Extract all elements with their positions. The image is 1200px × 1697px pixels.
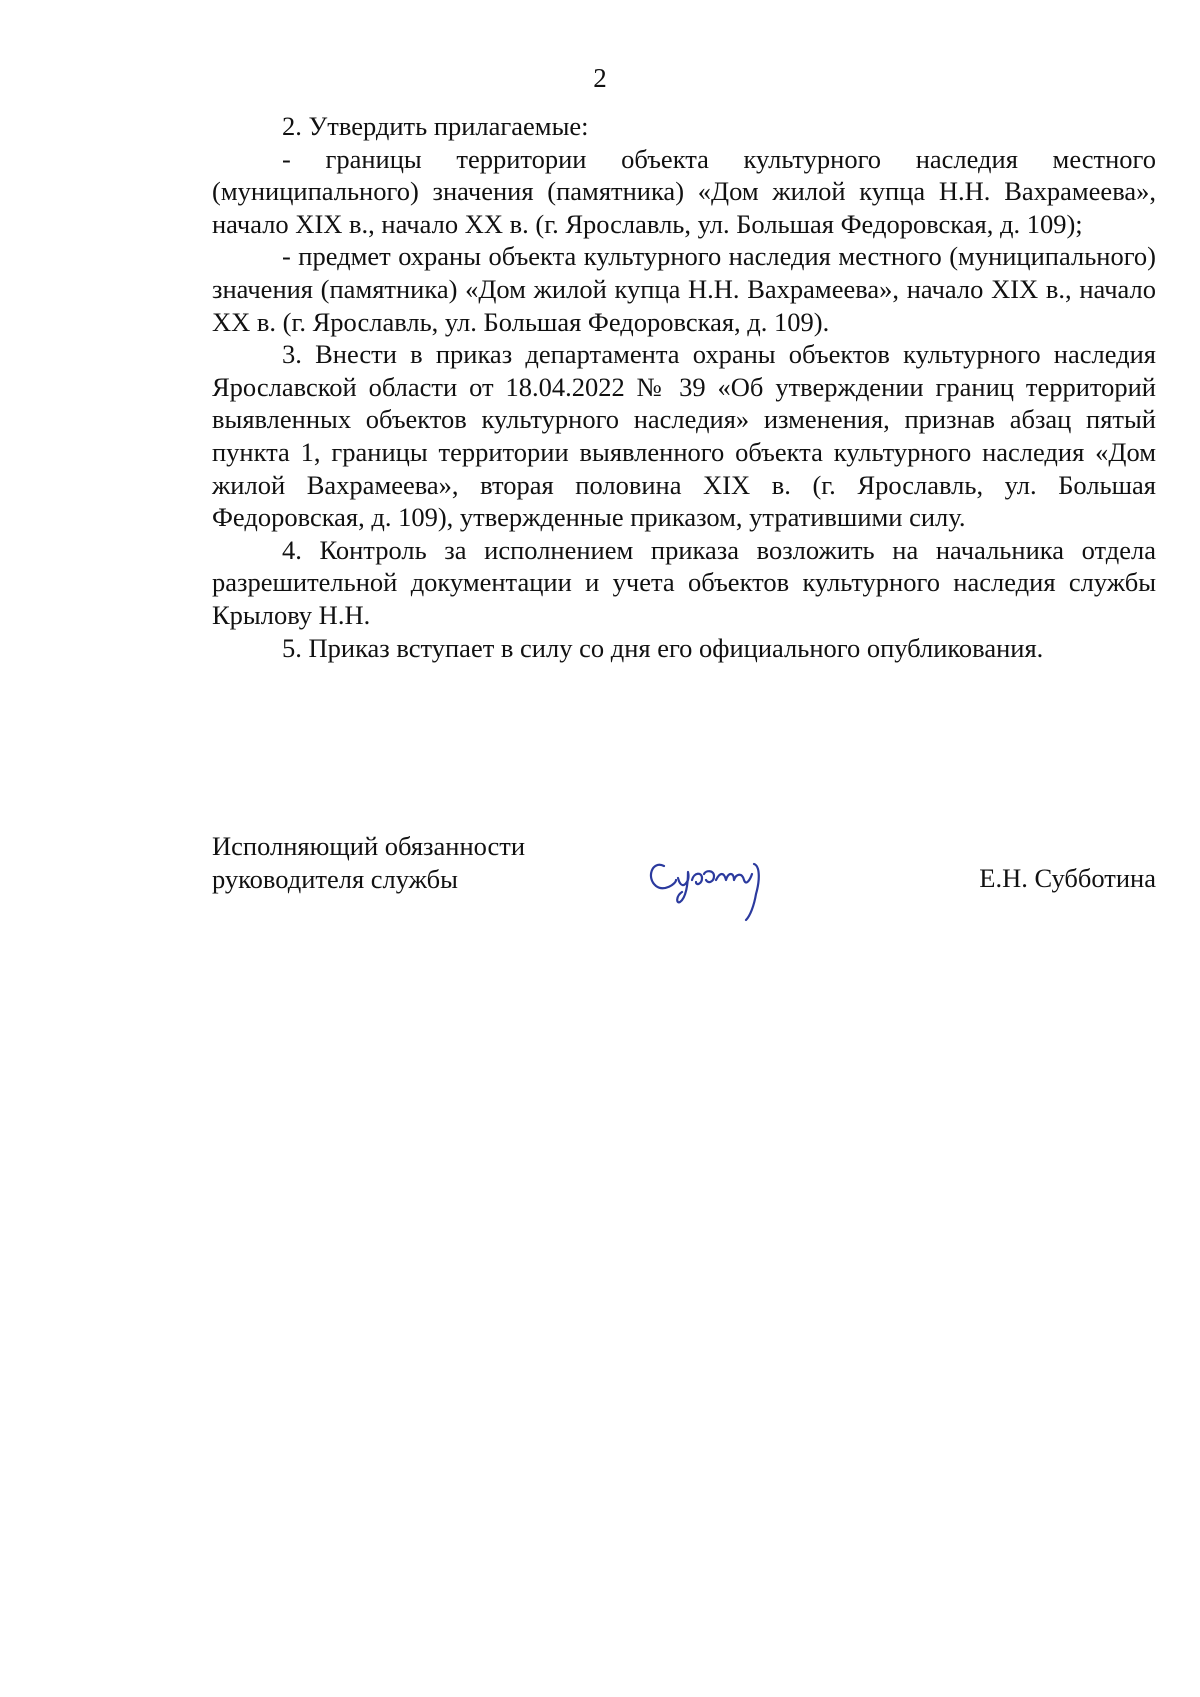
page-number: 2: [593, 63, 607, 93]
paragraph-4: 4. Контроль за исполнением приказа возложить на начальника отдела разрешительной документации и учета объектов культурного наследия службы Крылову Н.Н.: [212, 534, 1156, 630]
signature-stroke: [651, 864, 759, 920]
signatory-position-line-1: Исполняющий обязанности: [212, 831, 526, 861]
paragraph-2-item-boundaries: - границы территории объекта культурного наследия местного (муниципального) значения (памятника) «Дом жилой купца Н.Н. Вахрамеева», начало XIX в., начало XX в. (г. Ярославль, ул. Большая Федоровская, д. 109);: [212, 143, 1156, 239]
paragraph-2-intro: 2. Утвердить прилагаемые:: [282, 111, 589, 141]
paragraph-5: 5. Приказ вступает в силу со дня его официального опубликования.: [282, 632, 1044, 663]
handwritten-signature: [642, 836, 782, 926]
signatory-position-line-2: руководителя службы: [212, 863, 458, 894]
signature-block: [212, 830, 1156, 940]
paragraph-3: 3. Внести в приказ департамента охраны объектов культурного наследия Ярославской области от 18.04.2022 № 39 «Об утверждении границ территорий выявленных объектов культурного наследия» изменения, признав абзац пятый пункта 1, границы территории выявленного объекта культурного наследия «Дом жилой Вахрамеева», вторая половина XIX в. (г. Ярославль, ул. Большая Федоровская, д. 109), утвержденные приказом, утратившими силу.: [212, 339, 1156, 533]
document-body: [212, 110, 1156, 664]
signatory-position: [212, 830, 525, 895]
signatory-name: Е.Н. Субботина: [979, 863, 1156, 893]
paragraph-2-item-protection-subject: - предмет охраны объекта культурного наследия местного (муниципального) значения (памятника) «Дом жилой купца Н.Н. Вахрамеева», начало XIX в., начало XX в. (г. Ярославль, ул. Большая Федоровская, д. 109).: [212, 241, 1156, 337]
